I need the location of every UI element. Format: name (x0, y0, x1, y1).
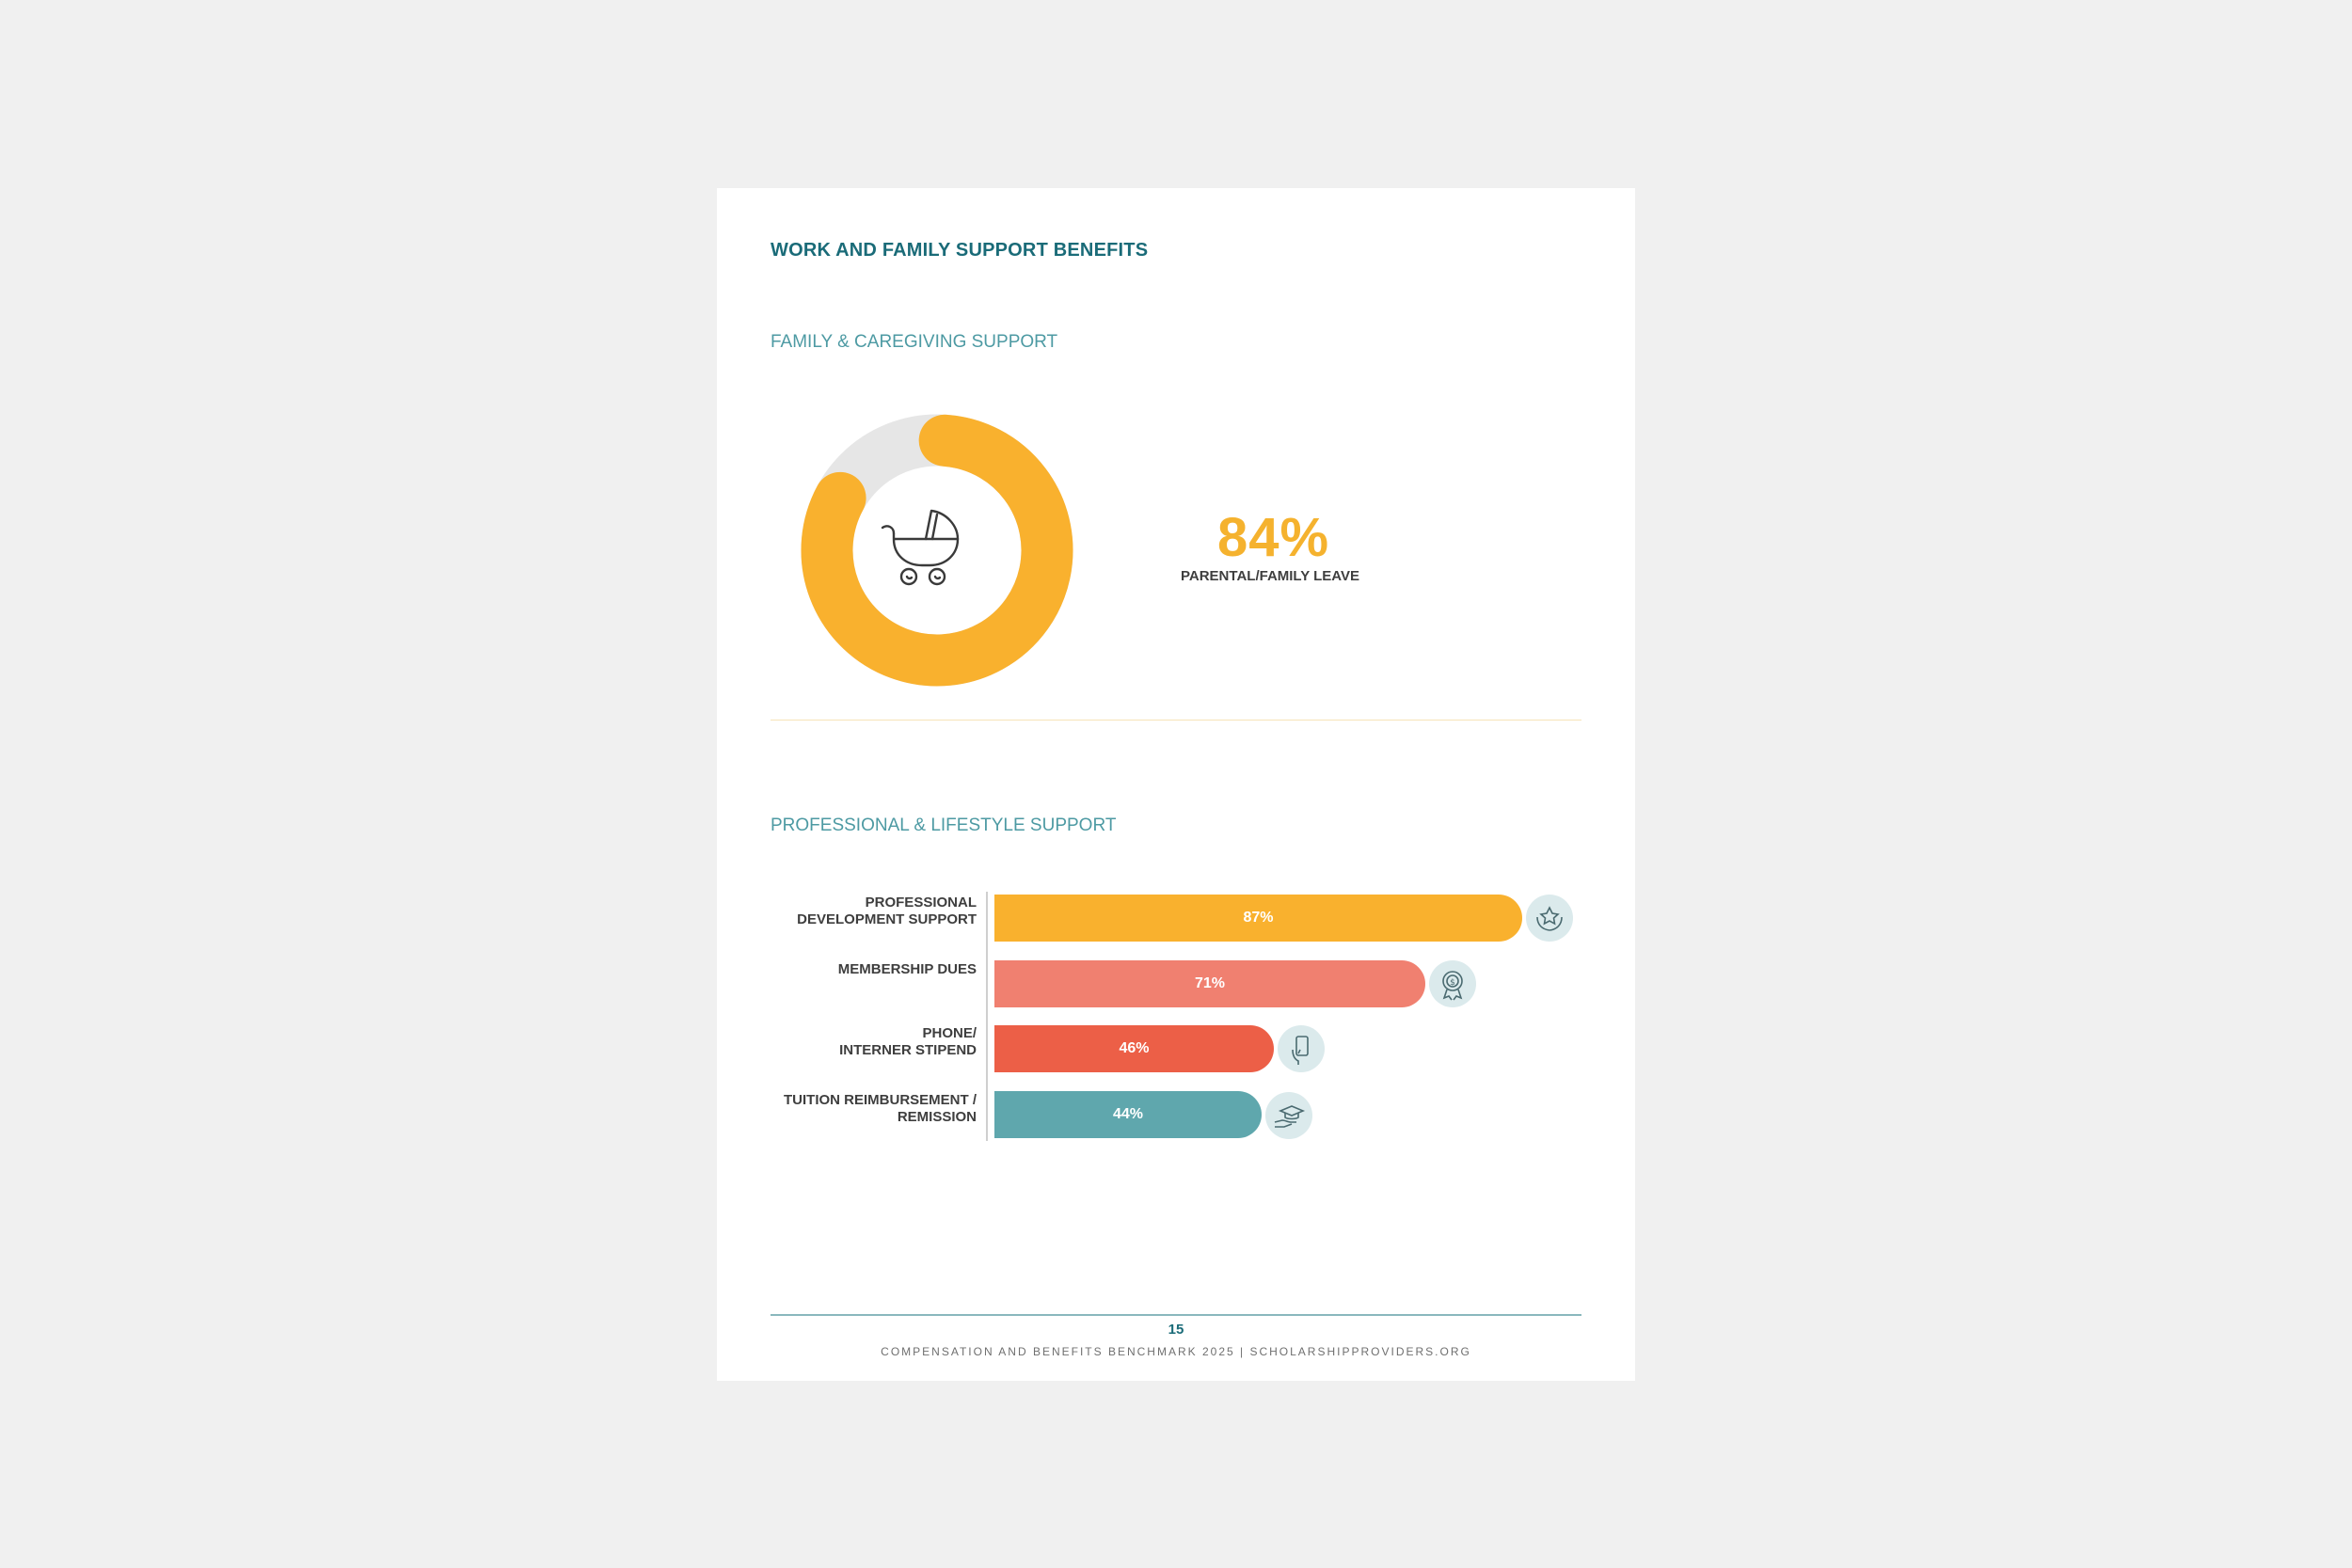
section-heading-professional: PROFESSIONAL & LIFESTYLE SUPPORT (771, 816, 1117, 835)
page-number: 15 (1168, 1322, 1184, 1338)
phone-hand-icon (1278, 1025, 1325, 1072)
bar-professional-development (994, 895, 1522, 942)
baby-stroller-icon (882, 511, 958, 584)
section-divider (771, 720, 1581, 721)
bar-tuition-reimbursement (994, 1091, 1262, 1138)
award-medal-icon (1429, 960, 1476, 1007)
parental-leave-percentage: 84% (1217, 507, 1330, 568)
hand-graduation-cap-icon (1265, 1092, 1312, 1139)
bar-label-tuition (770, 1092, 977, 1126)
footer-text: COMPENSATION AND BENEFITS BENCHMARK 2025 | SCHOLARSHIPPROVIDERS.ORG (881, 1345, 1471, 1358)
page-title: WORK AND FAMILY SUPPORT BENEFITS (771, 240, 1149, 261)
bar-value-label: 44% (1112, 1106, 1144, 1122)
parental-leave-donut-chart (796, 409, 1078, 691)
bar-phone-stipend (994, 1025, 1274, 1072)
bar-label-text: PROFESSIONAL DEVELOPMENT SUPPORT (797, 895, 977, 927)
bar-value-label: 46% (1119, 1040, 1150, 1056)
svg-text:$: $ (1450, 978, 1455, 988)
bar-label-membership-dues (770, 961, 977, 978)
bar-label-professional-development (770, 895, 977, 928)
parental-leave-label: PARENTAL/FAMILY LEAVE (1181, 568, 1360, 584)
report-page (717, 188, 1635, 1381)
bar-membership-dues (994, 960, 1425, 1007)
bar-label-phone-stipend (770, 1025, 977, 1059)
bar-value-label: 71% (1194, 975, 1226, 991)
bar-label-text: TUITION REIMBURSEMENT / REMISSION (784, 1092, 977, 1125)
bar-label-text: PHONE/ INTERNER STIPEND (839, 1025, 977, 1058)
bar-label-text: MEMBERSHIP DUES (837, 961, 977, 977)
footer-divider (771, 1314, 1581, 1316)
hands-star-icon (1526, 895, 1573, 942)
section-heading-family: FAMILY & CAREGIVING SUPPORT (771, 332, 1058, 352)
bar-chart-axis (986, 892, 988, 1141)
bar-value-label: 87% (1243, 910, 1274, 926)
